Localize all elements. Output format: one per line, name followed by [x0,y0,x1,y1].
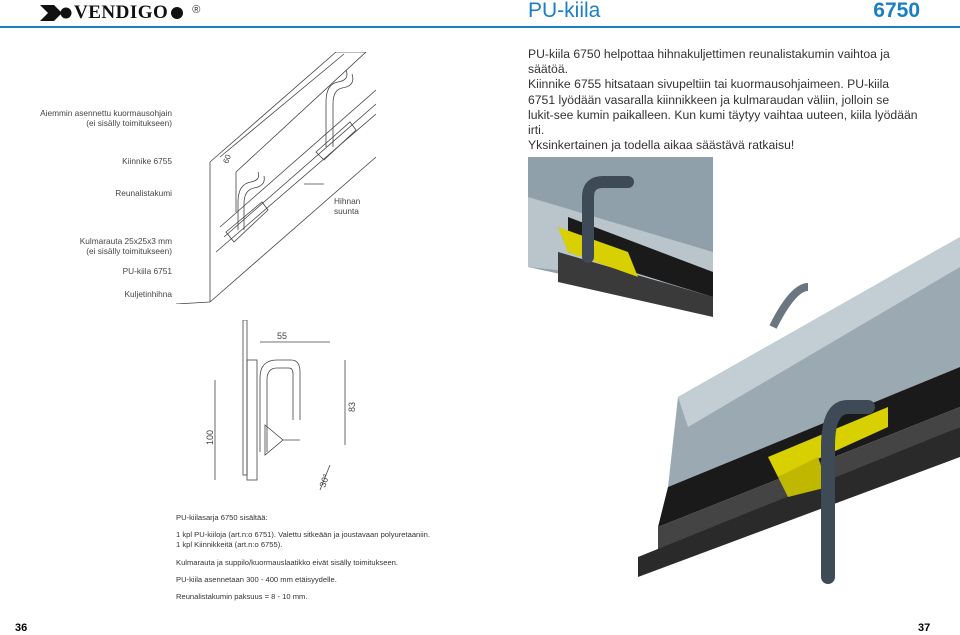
dimension-drawing [205,320,365,500]
note: PU-kiila asennetaan 300 - 400 mm etäisyydelle. [176,574,337,584]
intro-paragraph: PU-kiila 6750 helpottaa hihnakuljettimen reunalistakumin vaihtoa ja säätöä. [528,47,890,77]
dim-angle: 30° [317,472,332,489]
intro-paragraph: Kiinnike 6755 hitsataan sivupeltiin tai kuormausohjaimeen. PU-kiila 6751 lyödään vasaralla kiinnikkeen ja kulmaraudan väliin, jolloin se lukit-see kumin paikalleen. Kun kumi täytyy vaihtaa uuteen, kiila lyödään irti. [528,77,918,138]
intro-text [528,47,918,153]
note: Reunalistakumin paksuus = 8 - 10 mm. [176,592,308,602]
page-number-right: 37 [918,622,931,634]
label-bracket: Kiinnike 6755 [122,156,172,166]
vendigo-logo [40,4,200,22]
product-number: 6750 [873,0,920,22]
logo-arrow-icon [40,5,72,21]
label-existing-guide: Aiemmin asennettu kuormausohjain (ei sisälly toimitukseen) [40,108,172,129]
product-photo [528,157,960,630]
label-belt: Kuljetinhihna [124,289,172,299]
note: Kulmarauta ja suppilo/kuormauslaatikko eivät sisälly toimitukseen. [176,557,399,567]
label-wedge: PU-kiila 6751 [122,266,172,276]
label-skirt: Reunalistakumi [115,188,172,198]
dim-height-total: 100 [205,429,215,445]
kit-item: 1 kpl PU-kiiloja (art.n:o 6751). Valettu sitkeään ja joustavaan polyuretaaniin. [176,530,430,540]
brand-name: VENDIGO [74,2,169,23]
dim-height-inner: 83 [347,401,357,412]
dim-width: 55 [277,331,288,341]
installation-diagram [176,52,376,304]
registered-mark: ® [192,4,201,16]
intro-paragraph: Yksinkertainen ja todella aikaa säästävä ratkaisu! [528,138,795,153]
kit-item: 1 kpl Kiinnikkeitä (art.n:o 6755). [176,540,283,550]
label-angle-iron: Kulmarauta 25x25x3 mm (ei sisälly toimitukseen) [79,236,172,257]
label-belt-direction: Hihnan suunta [334,196,361,217]
info-block [176,513,496,610]
logo-dot-icon [170,6,184,20]
page-number-left: 36 [15,622,28,634]
product-title: PU-kiila [528,0,601,22]
dim-top: 60 [221,153,233,165]
kit-heading: PU-kiilasarja 6750 sisältää: [176,513,268,522]
header-rule [0,26,960,28]
